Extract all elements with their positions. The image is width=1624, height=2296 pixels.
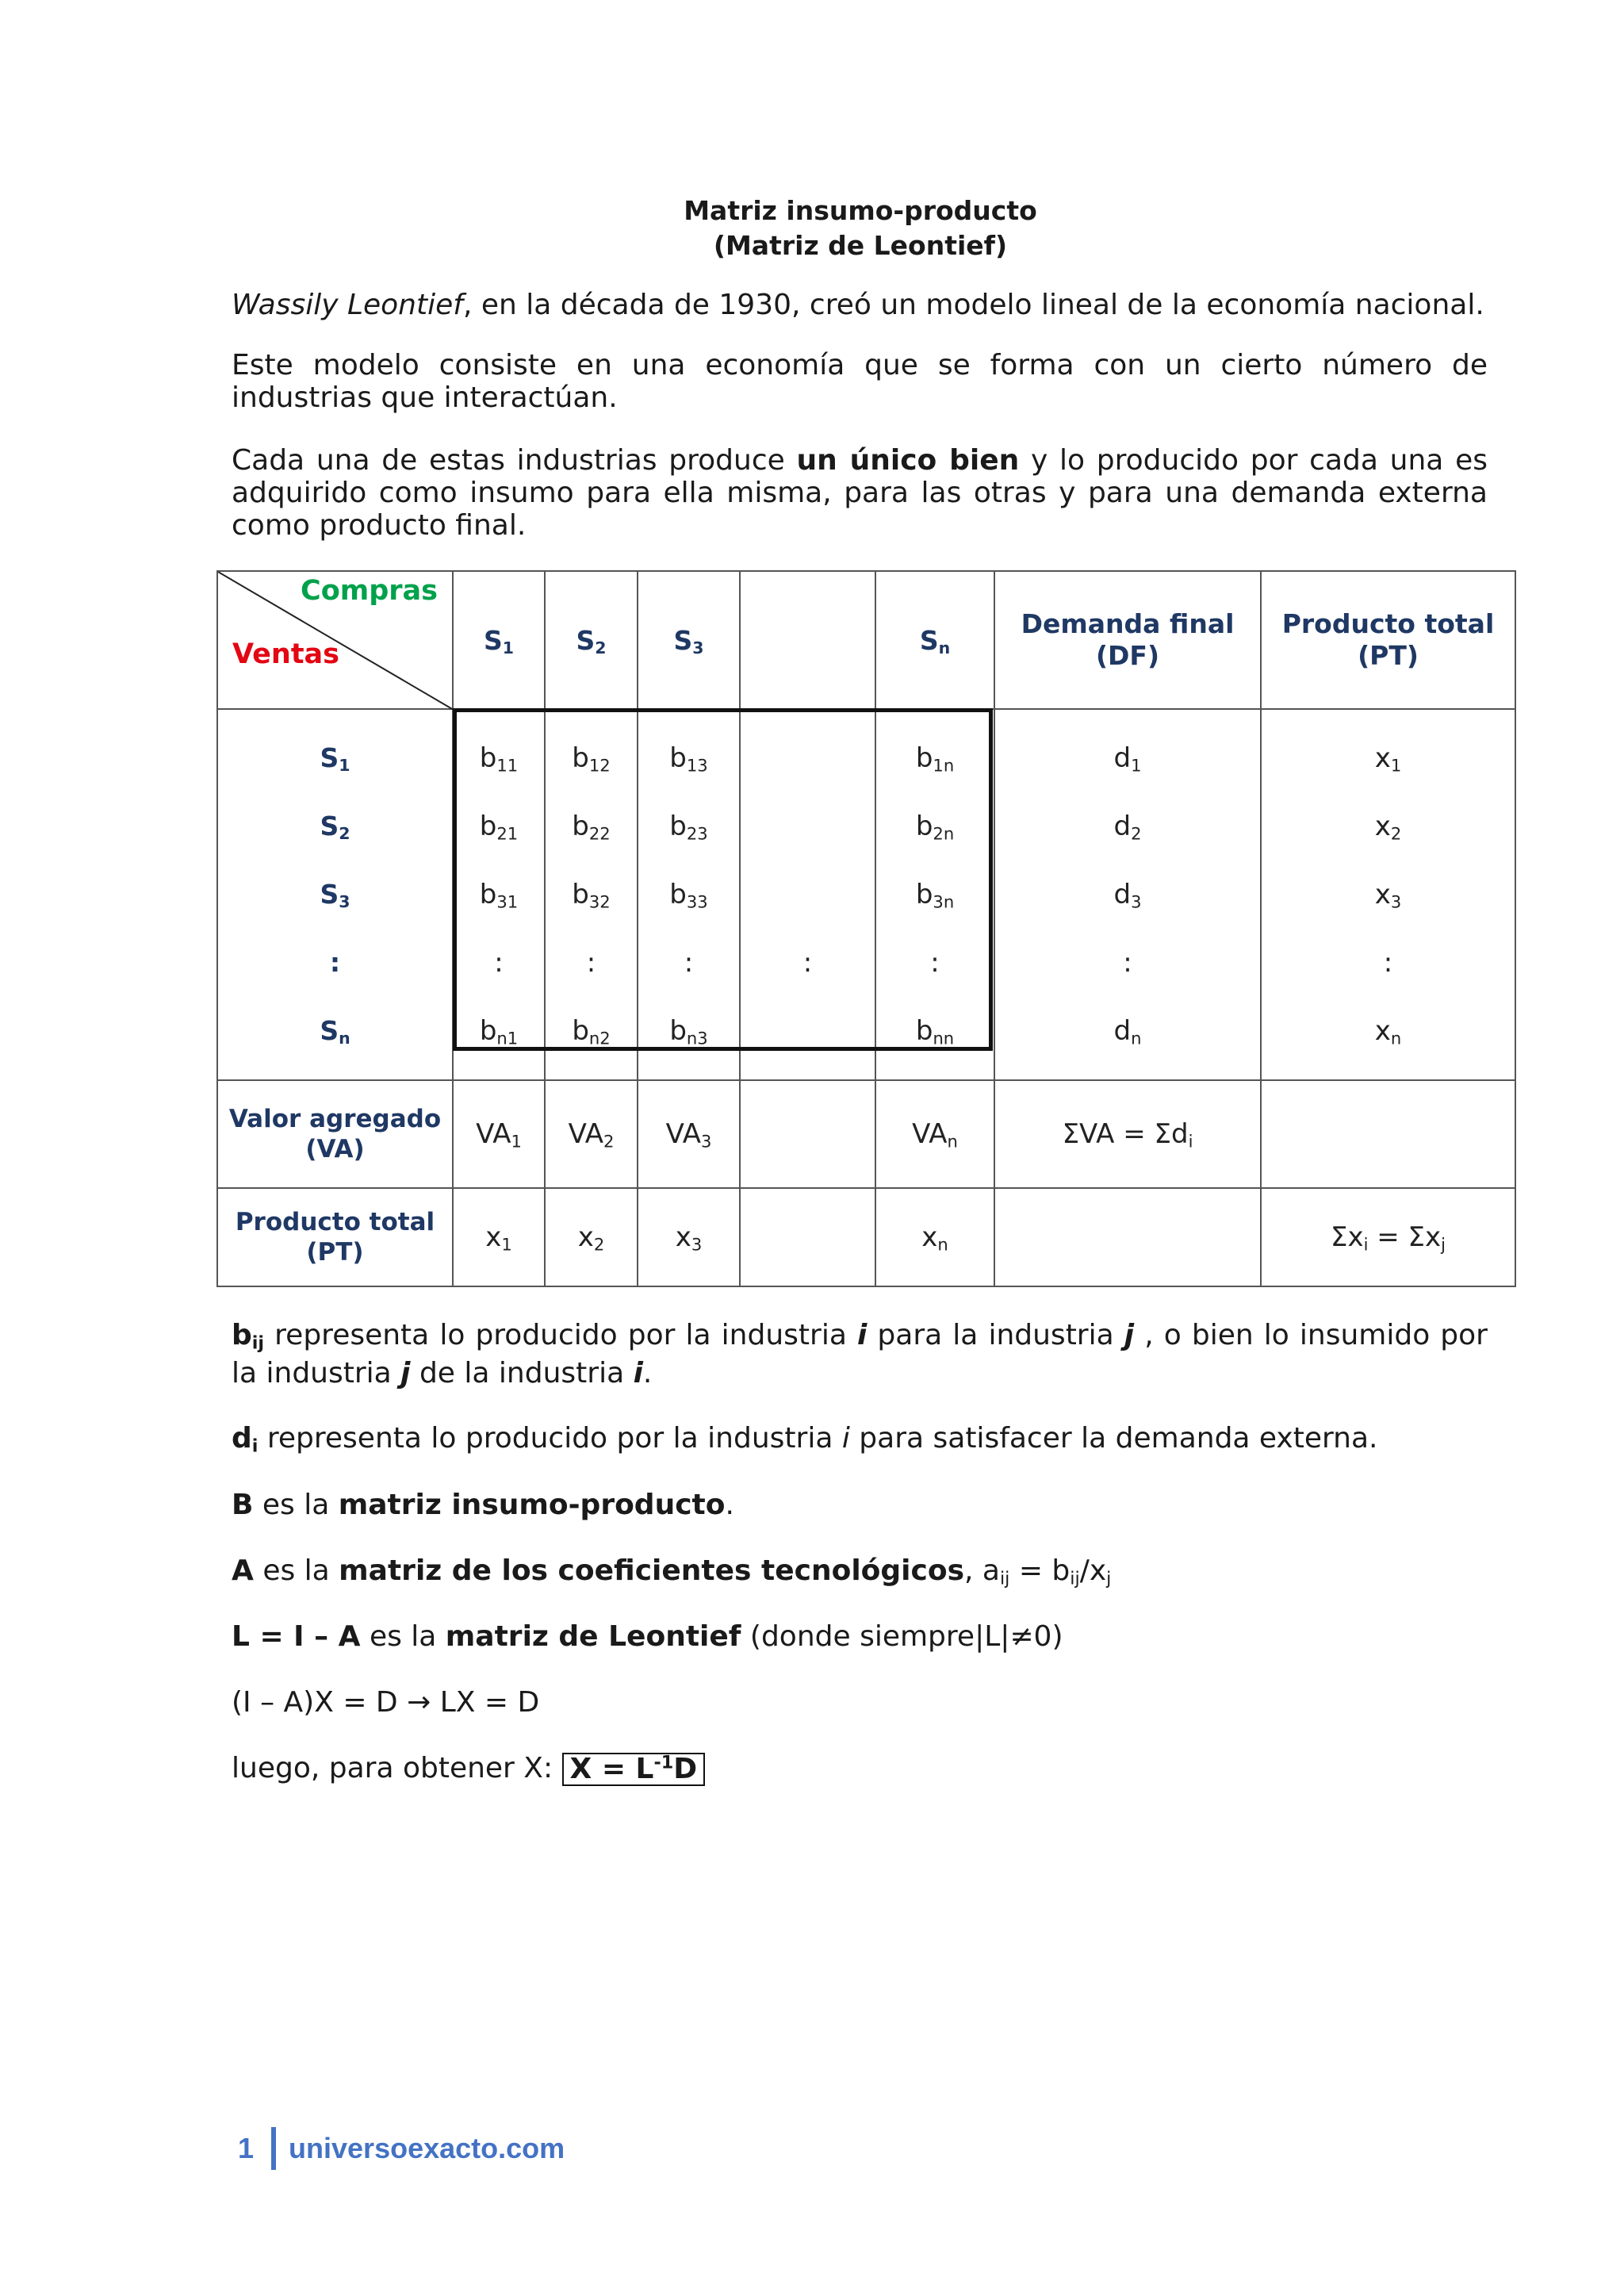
valor-agregado-row — [217, 1080, 1515, 1188]
row-label-s1: $S_1$ — [320, 742, 350, 776]
page-footer — [238, 2127, 565, 2170]
row-labels — [217, 709, 453, 1080]
col-header-s2: $S_2$ — [545, 571, 638, 709]
title-line-1: Matriz insumo-producto — [684, 195, 1037, 226]
intro-p1-rest: , en la década de 1930, creó un modelo lineal de la economía nacional. — [462, 289, 1484, 321]
row-label-s3: $S_3$ — [320, 879, 350, 912]
column-b-2: $b_{12}$ $b_{22}$ $b_{32}$ : $b_{n2}$ — [545, 709, 638, 1080]
final-formula-line: luego, para obtener X: $X = L^{-1}D$ — [232, 1751, 705, 1786]
intro-paragraph-1 — [232, 289, 1488, 321]
compras-label: Compras — [301, 575, 438, 607]
intro-paragraph-3: Cada una de estas industrias produce un único bien y lo producido por cada una es adquirido como insumo para ella misma, para las otras y para una demanda externa como producto final. — [232, 444, 1488, 542]
pt-x3: $x_3$ — [638, 1188, 740, 1286]
row-label-producto-total: Producto total (PT) — [217, 1188, 453, 1286]
sum-va: $\Sigma VA = \Sigma d_i$ — [994, 1080, 1261, 1188]
va-blank — [740, 1080, 875, 1188]
pt-x1: $x_1$ — [453, 1188, 545, 1286]
equation-line: (I – A)X = D → LX = D — [232, 1686, 540, 1719]
corner-cell — [217, 571, 453, 709]
col-header-s1: $S_1$ — [453, 571, 545, 709]
column-b-n: $b_{1n}$ $b_{2n}$ $b_{3n}$ : $b_{nn}$ — [875, 709, 994, 1080]
pt-df-blank — [994, 1188, 1261, 1286]
col-header-demanda-final: Demanda final (DF) — [994, 571, 1261, 709]
column-b-blank: : — [740, 709, 875, 1080]
solution-formula-box: $X = L^{-1}D$ — [562, 1753, 706, 1786]
footer-site-link[interactable]: universoexacto.com — [289, 2132, 565, 2164]
row-label-s2: $S_2$ — [320, 811, 350, 844]
table-body-row — [217, 709, 1515, 1080]
intro-paragraph-2: Este modelo consiste en una economía que se forma con un cierto número de industrias que interactúan. — [232, 349, 1488, 414]
sum-x: $\Sigma x_i = \Sigma x_j$ — [1261, 1188, 1515, 1286]
col-header-producto-total: Producto total (PT) — [1261, 571, 1515, 709]
pt-xn: $x_n$ — [875, 1188, 994, 1286]
va-1: $VA_1$ — [453, 1080, 545, 1188]
pt-blank — [740, 1188, 875, 1286]
input-output-table — [216, 570, 1516, 1287]
row-label-valor-agregado: Valor agregado (VA) — [217, 1080, 453, 1188]
footer-divider — [271, 2127, 276, 2170]
producto-total-row — [217, 1188, 1515, 1286]
a-definition: A es la matriz de los coeficientes tecnológicos, $a_{ij} = b_{ij}/x_j$ — [232, 1554, 1112, 1589]
leontief-name: Wassily Leontief — [232, 289, 463, 321]
page-number: 1 — [238, 2132, 255, 2164]
l-definition: L = I – A es la matriz de Leontief (donde siempre|L|≠0) — [232, 1620, 1063, 1653]
va-2: $VA_2$ — [545, 1080, 638, 1188]
column-b-1: $b_{11}$ $b_{21}$ $b_{31}$ : $b_{n1}$ — [453, 709, 545, 1080]
di-explanation: $d_i$ representa lo producido por la industria i para satisfacer la demanda externa. — [232, 1422, 1378, 1457]
row-label-sn: $S_n$ — [320, 1015, 350, 1048]
col-header-blank — [740, 571, 875, 709]
bij-explanation: $b_{ij}$ representa lo producido por la industria i para la industria j , o bien lo insumido por la industria j de la industria i. — [232, 1319, 1488, 1389]
ventas-label: Ventas — [232, 638, 340, 670]
column-d: $d_1$ $d_2$ $d_3$ : $d_n$ — [994, 709, 1261, 1080]
table-header-row — [217, 571, 1515, 709]
col-header-sn: $S_n$ — [875, 571, 994, 709]
va-pt-blank — [1261, 1080, 1515, 1188]
unico-bien: un único bien — [796, 444, 1020, 477]
b-definition: B es la matriz insumo-producto. — [232, 1489, 734, 1521]
va-n: $VA_n$ — [875, 1080, 994, 1188]
column-b-3: $b_{13}$ $b_{23}$ $b_{33}$ : $b_{n3}$ — [638, 709, 740, 1080]
title-line-2: (Matriz de Leontief) — [713, 230, 1008, 261]
va-3: $VA_3$ — [638, 1080, 740, 1188]
col-header-s3: $S_3$ — [638, 571, 740, 709]
column-x: $x_1$ $x_2$ $x_3$ : $x_n$ — [1261, 709, 1515, 1080]
row-label-dots: : — [329, 947, 341, 978]
pt-x2: $x_2$ — [545, 1188, 638, 1286]
